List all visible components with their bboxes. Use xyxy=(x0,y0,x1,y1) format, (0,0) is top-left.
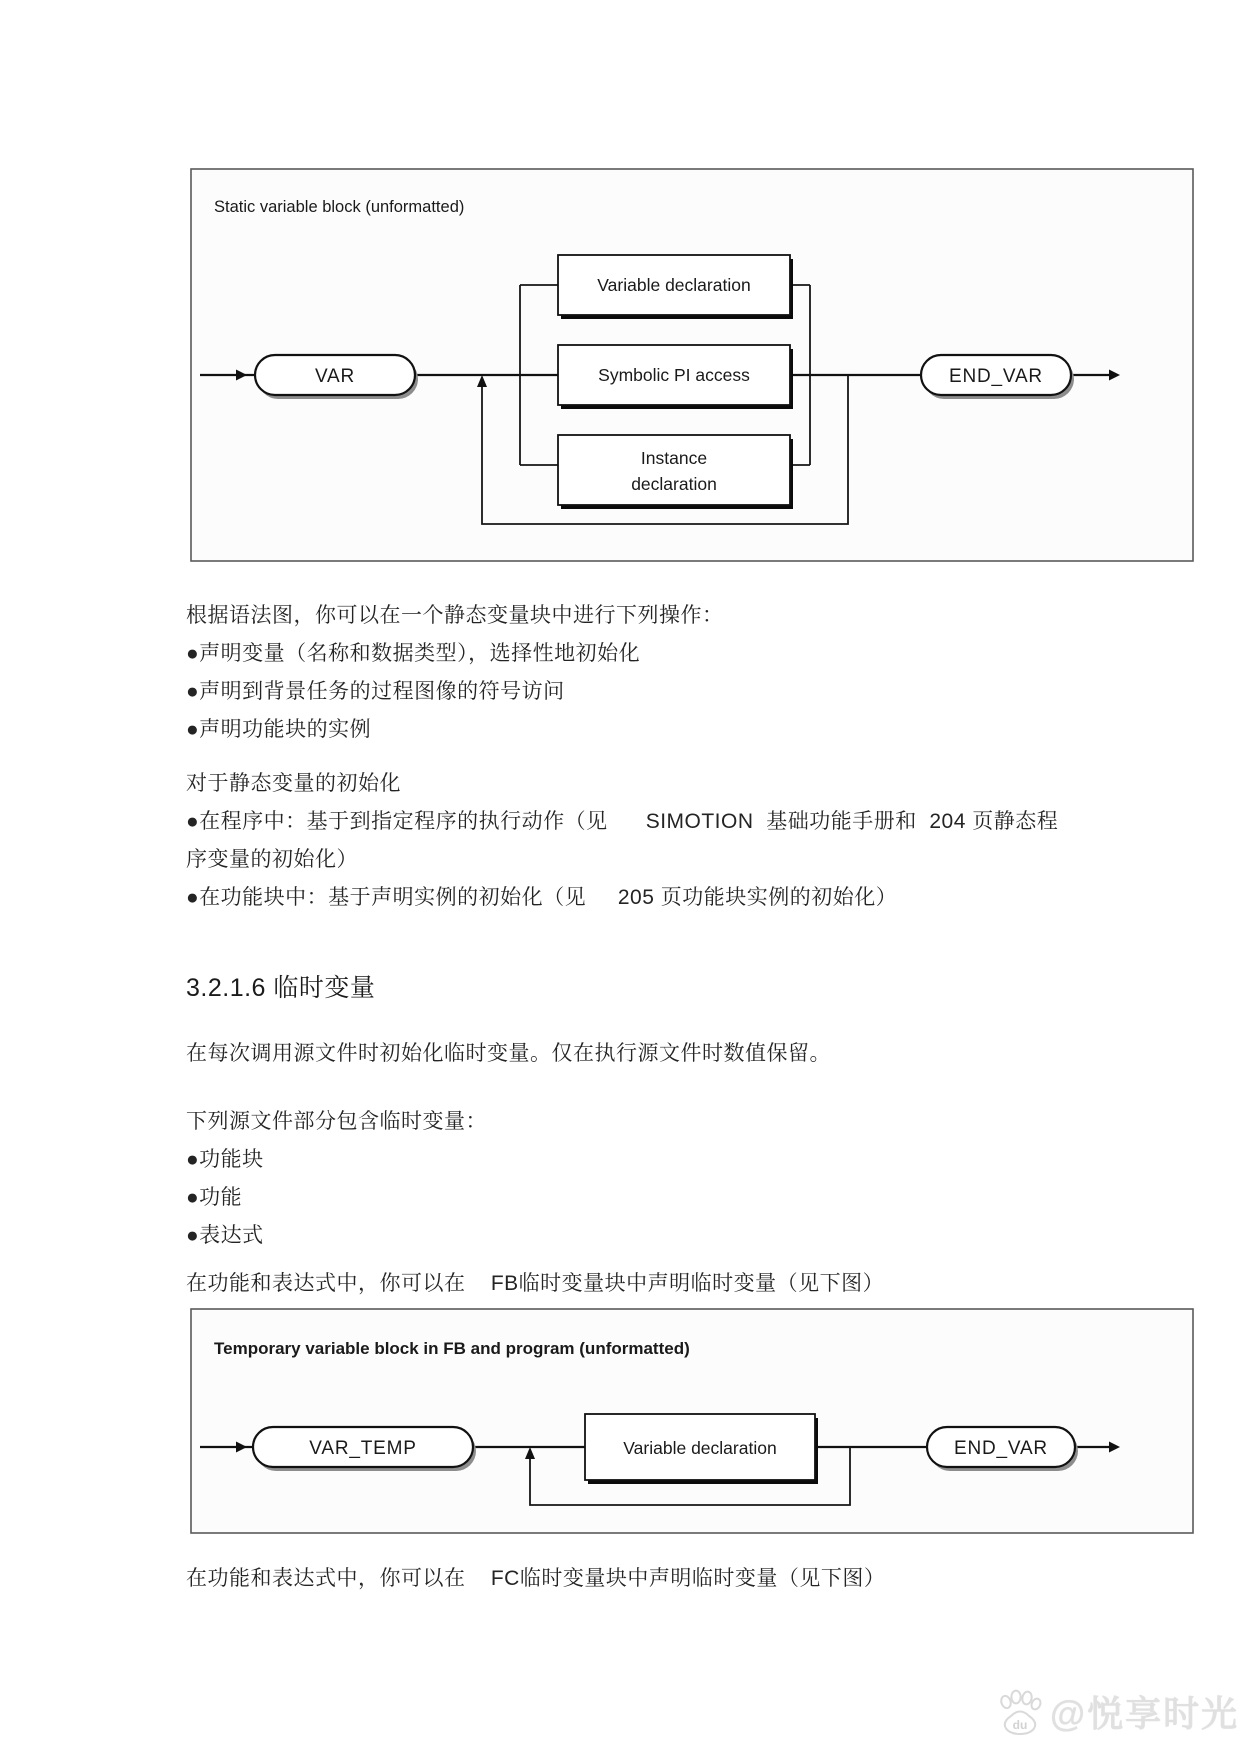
watermark-text: @悦享时光 xyxy=(1050,1693,1240,1734)
section-heading: 3.2.1.6 临时变量 xyxy=(186,974,376,1002)
baidu-paw-icon xyxy=(996,1689,1044,1735)
bullet-item: ●表达式 xyxy=(186,1224,264,1247)
var-temp-node xyxy=(253,1427,476,1471)
symbolic-pi-access-label: Symbolic PI access xyxy=(598,365,750,385)
var-temp-node-label: VAR_TEMP xyxy=(309,1438,417,1459)
end-var-node-label: END_VAR xyxy=(954,1438,1048,1459)
variable-declaration-box xyxy=(585,1414,818,1484)
init-subheading: 对于静态变量的初始化 xyxy=(186,772,401,795)
bullet-item: ●功能 xyxy=(186,1186,243,1209)
paragraph-intro: 根据语法图，你可以在一个静态变量块中进行下列操作： xyxy=(186,604,724,627)
bullet-item: ●声明变量（名称和数据类型），选择性地初始化 xyxy=(186,642,641,665)
bullet-item: ●功能块 xyxy=(186,1148,264,1171)
variable-declaration-label: Variable declaration xyxy=(597,275,751,295)
paragraph-fb-note: 在功能和表达式中，你可以在 FB临时变量块中声明临时变量（见下图） xyxy=(186,1272,885,1295)
end-var-node-label: END_VAR xyxy=(949,366,1043,387)
variable-declaration-label: Variable declaration xyxy=(623,1438,777,1458)
bullet-item-wrap: 序变量的初始化） xyxy=(186,848,358,871)
list-intro: 下列源文件部分包含临时变量： xyxy=(186,1110,487,1133)
bullet-item: ●声明功能块的实例 xyxy=(186,718,372,741)
watermark xyxy=(996,1686,1239,1737)
diagram-title: Static variable block (unformatted) xyxy=(214,198,465,216)
static-variable-block-diagram xyxy=(190,168,1194,562)
instance-declaration-label-line1: Instance xyxy=(640,448,708,468)
var-node xyxy=(255,355,418,399)
diagram-title: Temporary variable block in FB and program (unformatted) xyxy=(214,1339,690,1358)
instance-declaration-label-line2: declaration xyxy=(631,474,717,494)
paragraph: 在每次调用源文件时初始化临时变量。仅在执行源文件时数值保留。 xyxy=(186,1042,831,1065)
var-node-label: VAR xyxy=(314,366,356,387)
end-var-node xyxy=(921,355,1074,399)
symbolic-pi-access-box xyxy=(558,345,793,409)
bullet-item: ●在程序中：基于到指定程序的执行动作（见 SIMOTION 基础功能手册和 204 页静态程 xyxy=(186,810,1059,833)
temporary-variable-block-diagram xyxy=(190,1308,1194,1534)
bullet-item: ●声明到背景任务的过程图像的符号访问 xyxy=(186,680,565,703)
paragraph-fc-note: 在功能和表达式中，你可以在 FC临时变量块中声明临时变量（见下图） xyxy=(186,1567,886,1590)
variable-declaration-box xyxy=(558,255,793,319)
watermark-icon-text: du xyxy=(1012,1717,1028,1732)
bullet-item: ●在功能块中：基于声明实例的初始化（见 205 页功能块实例的初始化） xyxy=(186,886,898,909)
end-var-node xyxy=(927,1427,1078,1471)
instance-declaration-box xyxy=(558,435,793,509)
